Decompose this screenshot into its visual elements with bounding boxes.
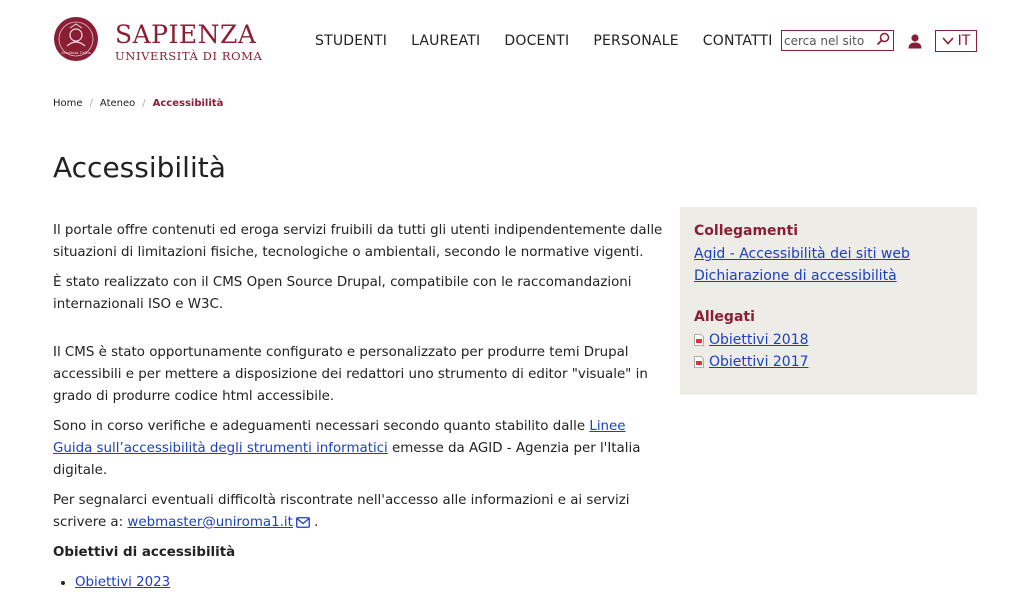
objectives-2023-link[interactable]: Obiettivi 2023 [75, 575, 171, 590]
objectives-list [53, 572, 663, 594]
guidelines-text: Sono in corso verifiche e adeguamenti necessari secondo quanto stabilito dalle [53, 419, 590, 434]
search-input[interactable] [784, 32, 872, 49]
pdf-icon [694, 356, 704, 368]
nav-item-contatti[interactable]: CONTATTI [702, 33, 773, 49]
search-button[interactable] [874, 32, 892, 49]
guidelines-link[interactable]: Linee Guida sull’accessibilità degli strumenti informatici [53, 419, 626, 456]
accessibility-declaration-link[interactable]: Dichiarazione di accessibilità [694, 268, 897, 284]
brand-wordmark [115, 22, 262, 63]
chevron-down-icon [942, 37, 954, 45]
page-title: Accessibilità [53, 151, 226, 184]
list-item [694, 329, 963, 351]
attachments-heading: Allegati [694, 309, 755, 325]
language-label: IT [957, 33, 971, 49]
intro-paragraph: Il portale offre contenuti ed eroga servizi fruibili da tutti gli utenti indipendentemente dalle situazioni di limitazioni fisiche, tecnologiche o ambientali, secondo le normative vigenti. [53, 223, 663, 260]
contact-text: Per segnalarci eventuali difficoltà riscontrate nell'accesso alle informazioni e ai servizi scrivere a: [53, 493, 630, 530]
language-selector[interactable] [935, 30, 977, 52]
breadcrumb-home[interactable]: Home [53, 98, 83, 109]
attachment-2018-link[interactable]: Obiettivi 2018 [709, 332, 809, 348]
contact-paragraph [53, 490, 663, 534]
brand-name: SAPIENZA [115, 20, 257, 49]
nav-item-personale[interactable]: PERSONALE [593, 33, 679, 49]
user-icon [907, 33, 923, 49]
mail-icon [296, 517, 310, 528]
list-item [694, 351, 963, 373]
nav-item-studenti[interactable]: STUDENTI [315, 33, 388, 49]
main-content [53, 220, 663, 594]
sidebar [680, 207, 977, 395]
search-icon [876, 32, 890, 46]
guidelines-text-after: emesse da AGID - Agenzia per l'Italia digitale. [53, 441, 641, 478]
breadcrumb-separator: / [142, 98, 146, 109]
webmaster-email-link[interactable]: webmaster@uniroma1.it [127, 515, 293, 530]
cms-paragraph: È stato realizzato con il CMS Open Source Drupal, compatibile con le raccomandazioni internazionali ISO e W3C. [53, 275, 632, 312]
sapienza-seal-logo [53, 16, 99, 62]
main-nav [315, 33, 797, 49]
svg-text:Studium Urbis: Studium Urbis [61, 50, 91, 55]
breadcrumb-separator: / [89, 98, 93, 109]
contact-text-after: . [309, 515, 319, 530]
pdf-icon [694, 334, 704, 346]
cms-config-paragraph: Il CMS è stato opportunamente configurato e personalizzato per produrre temi Drupal accessibili e per mettere a disposizione dei redattori uno strumento di editor "visuale" in grado di produrre codice html accessibile. [53, 345, 648, 404]
links-heading: Collegamenti [694, 223, 798, 239]
site-header [0, 0, 1024, 84]
nav-item-laureati[interactable]: LAUREATI [411, 33, 481, 49]
breadcrumb-current: Accessibilità [152, 98, 224, 109]
brand-subtitle: UNIVERSITÀ DI ROMA [115, 49, 263, 63]
objectives-heading: Obiettivi di accessibilità [53, 545, 236, 560]
attachment-2017-link[interactable]: Obiettivi 2017 [709, 354, 809, 370]
breadcrumb-ateneo[interactable]: Ateneo [99, 98, 136, 109]
breadcrumb [53, 98, 223, 109]
search-box [781, 30, 894, 51]
list-item [75, 572, 663, 594]
guidelines-paragraph [53, 416, 663, 482]
agid-accessibility-link[interactable]: Agid - Accessibilità dei siti web [694, 246, 910, 262]
nav-item-docenti[interactable]: DOCENTI [504, 33, 570, 49]
